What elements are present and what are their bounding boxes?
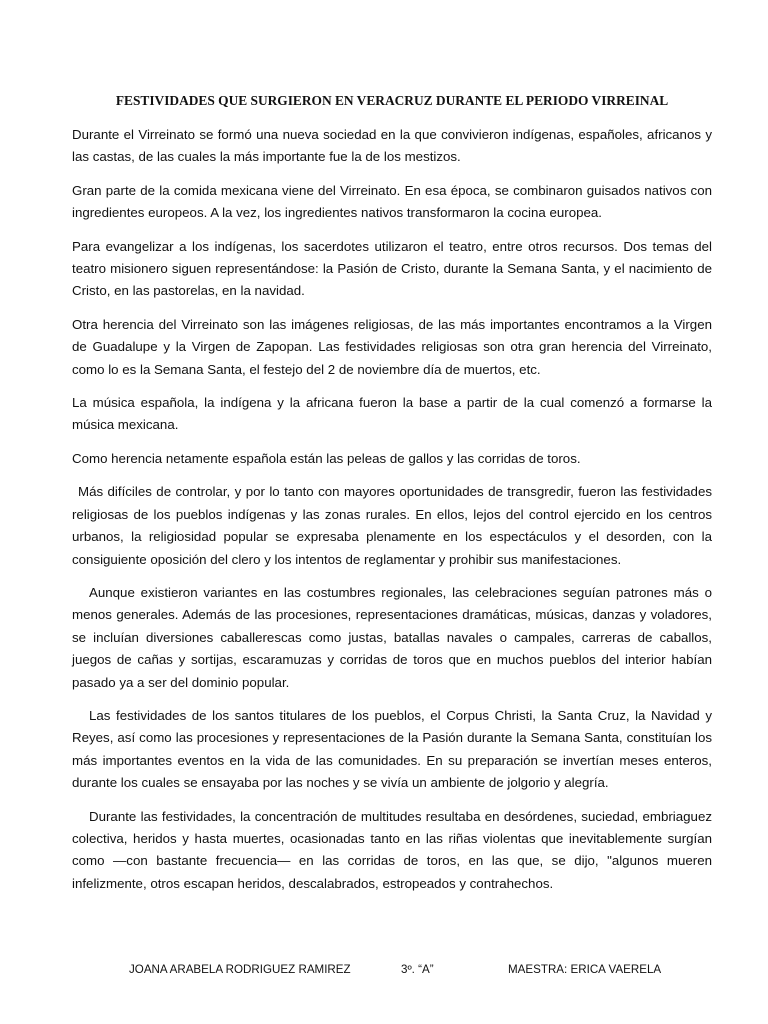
paragraph-3: Para evangelizar a los indígenas, los sacerdotes utilizaron el teatro, entre otros recursos. Dos temas del teatro misionero siguen representándose: la Pasión de Cristo, durante la Semana Santa, y el nacimiento de Cristo, en las pastorelas, en la navidad.: [72, 238, 712, 299]
paragraph-7: Más difíciles de controlar, y por lo tanto con mayores oportunidades de transgredir, fueron las festividades religiosas de los pueblos indígenas y las zonas rurales. En ellos, lejos del control ejercido en los centros urbanos, la religiosidad popular se expresaba plenamente en los espectáculos y el desorden, con la consiguiente oposición del clero y los intentos de reglamentar y prohibir sus manifestaciones.: [72, 484, 712, 567]
document-footer: [0, 960, 768, 980]
paragraph-8: Aunque existieron variantes en las costumbres regionales, las celebraciones seguían patrones más o menos generales. Además de las procesiones, representaciones dramáticas, músicas, danzas y voladores, se incluían diversiones caballerescas como justas, batallas navales o campales, carreras de caballos, juegos de cañas y sortijas, escaramuzas y corridas de toros que en muchos pueblos del interior habían pasado ya a ser del dominio popular.: [72, 584, 712, 690]
document-title: FESTIVIDADES QUE SURGIERON EN VERACRUZ DURANTE EL PERIODO VIRREINAL: [115, 93, 669, 108]
paragraph-2: Gran parte de la comida mexicana viene del Virreinato. En esa época, se combinaron guisados nativos con ingredientes europeos. A la vez, los ingredientes nativos transformaron la cocina europea.: [72, 182, 712, 221]
footer-student-name: JOANA ARABELA RODRIGUEZ RAMIREZ: [129, 963, 351, 976]
footer-grade: 3º. “A”: [401, 963, 434, 976]
paragraph-5: La música española, la indígena y la africana fueron la base a partir de la cual comenzó a formarse la música mexicana.: [72, 395, 712, 433]
paragraph-4: Otra herencia del Virreinato son las imágenes religiosas, de las más importantes encontramos a la Virgen de Guadalupe y la Virgen de Zapopan. Las festividades religiosas son otra gran herencia del Virreinato, como lo es la Semana Santa, el festejo del 2 de noviembre día de muertos, etc.: [72, 316, 712, 377]
paragraph-10: Durante las festividades, la concentración de multitudes resultaba en desórdenes, suciedad, embriaguez colectiva, heridos y hasta muertes, ocasionadas tanto en las riñas violentas que inevitablemente surgían como —con bastante frecuencia— en las corridas de toros, en las que, se dijo, "algunos mueren infelizmente, otros escapan heridos, descalabrados, estropeados y contrahechos.: [72, 808, 712, 891]
paragraph-6: Como herencia netamente española están las peleas de gallos y las corridas de toros.: [72, 450, 581, 466]
document-body: [72, 124, 712, 906]
footer-teacher: MAESTRA: ERICA VAERELA: [508, 963, 662, 976]
paragraph-9: Las festividades de los santos titulares de los pueblos, el Corpus Christi, la Santa Cruz, la Navidad y Reyes, así como las procesiones y representaciones de la Pasión durante la Semana Santa, constituían los más importantes eventos en la vida de las comunidades. En su preparación se invertían meses enteros, durante los cuales se ensayaba por las noches y se vivía un ambiente de jolgorio y alegría.: [72, 707, 712, 791]
paragraph-1: Durante el Virreinato se formó una nueva sociedad en la que convivieron indígenas, españoles, africanos y las castas, de las cuales la más importante fue la de los mestizos.: [72, 127, 712, 165]
